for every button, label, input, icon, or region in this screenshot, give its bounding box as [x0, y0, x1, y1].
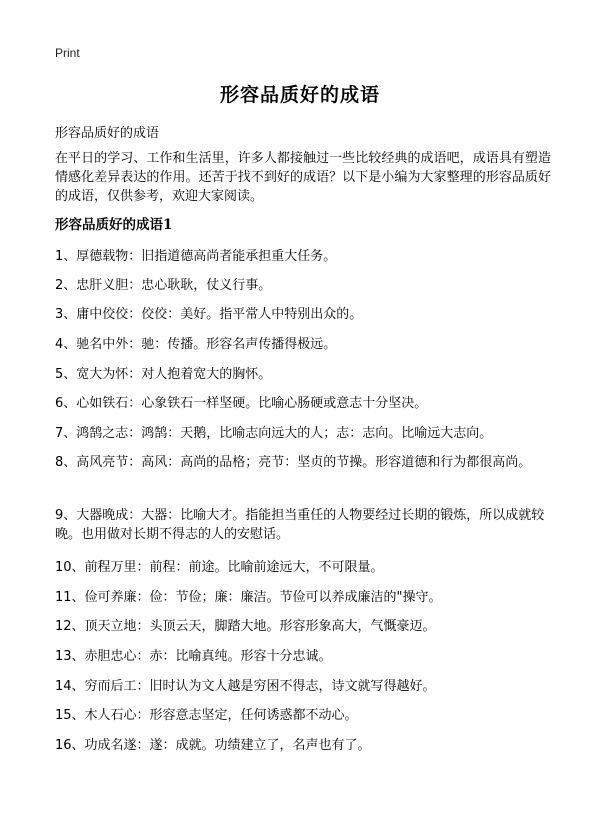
list-item: 5、宽大为怀：对人抱着宽大的胸怀。	[55, 367, 272, 382]
list-item: 16、功成名遂：遂：成就。功绩建立了，名声也有了。	[55, 738, 371, 753]
list-item: 2、忠肝义胆：忠心耿耿，仗义行事。	[55, 278, 272, 293]
document-subtitle: 形容品质好的成语	[55, 126, 160, 141]
list-item: 8、高风亮节：高风：高尚的品格；亮节：坚贞的节操。形容道德和行为都很高尚。	[55, 455, 532, 470]
page-title: 形容品质好的成语	[219, 84, 380, 106]
list-item: 6、心如铁石：心象铁石一样坚硬。比喻心肠硬或意志十分坚决。	[55, 396, 428, 411]
intro-paragraph: 在平日的学习、工作和生活里，许多人都接触过一些比较经典的成语吧，成语具有塑造情感化差异表达的作用。还苦于找不到好的成语？以下是小编为大家整理的形容品质好的成语，仅供参考，欢迎大家阅读。	[55, 151, 551, 204]
print-label: Print	[55, 46, 80, 60]
list-item: 12、顶天立地：头顶云天，脚踏大地。形容形象高大，气慨豪迈。	[55, 619, 436, 634]
list-item: 15、木人石心：形容意志坚定，任何诱惑都不动心。	[55, 708, 358, 723]
list-item: 11、俭可养廉：俭：节俭；廉：廉洁。节俭可以养成廉洁的"操守。	[55, 590, 442, 605]
list-item: 9、大器晚成：大器：比喻大才。指能担当重任的人物要经过长期的锻炼，所以成就较晚。也用做对长期不得志的人的安慰话。	[55, 508, 545, 542]
list-item: 14、穷而后工：旧时认为文人越是穷困不得志，诗文就写得越好。	[55, 679, 436, 694]
list-item: 13、赤胆忠心：赤：比喻真纯。形容十分忠诚。	[55, 649, 332, 664]
list-item: 3、庸中佼佼：佼佼：美好。指平常人中特别出众的。	[55, 307, 363, 322]
list-item: 10、前程万里：前程：前途。比喻前途远大，不可限量。	[55, 560, 384, 575]
list-item: 4、驰名中外：驰：传播。形容名声传播得极远。	[55, 337, 337, 352]
list-item: 1、厚德载物：旧指道德高尚者能承担重大任务。	[55, 249, 337, 264]
section-heading: 形容品质好的成语1	[55, 217, 173, 233]
list-item: 7、鸿鹄之志：鸿鹄：天鹅，比喻志向远大的人；志：志向。比喻远大志向。	[55, 426, 493, 441]
